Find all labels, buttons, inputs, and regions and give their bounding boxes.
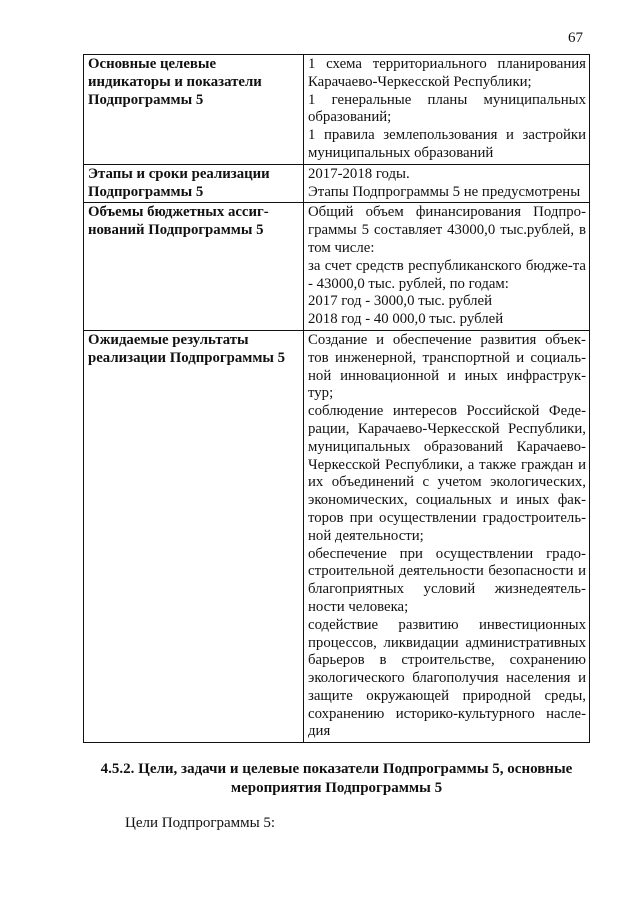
page-number: 67 bbox=[568, 30, 583, 46]
goals-label: Цели Подпрограммы 5: bbox=[125, 815, 276, 831]
value-line: 2017-2018 годы. bbox=[308, 165, 410, 182]
value-line: обеспечение при осуществлении градо-строительной деятельности безопасности и благоприятных условий жизнедеятель-ности человека; bbox=[308, 545, 586, 615]
row-value bbox=[304, 203, 590, 331]
table-row-budget bbox=[84, 203, 590, 331]
table-row-stages bbox=[84, 164, 590, 203]
row-value bbox=[304, 164, 590, 203]
section-heading: 4.5.2. Цели, задачи и целевые показатели Подпрограммы 5, основные мероприятия Подпрограммы 5 bbox=[100, 761, 573, 796]
row-label: Этапы и сроки реализации Подпрограммы 5 bbox=[84, 164, 304, 203]
row-label: Объемы бюджетных ассиг-нований Подпрограммы 5 bbox=[84, 203, 304, 331]
value-line: Этапы Подпрограммы 5 не предусмотрены bbox=[308, 183, 581, 200]
value-line: Общий объем финансирования Подпро-граммы 5 составляет 43000,0 тыс.рублей, в том числе: bbox=[308, 204, 586, 256]
value-line: 1 генеральные планы муниципальных образований; bbox=[308, 91, 586, 126]
value-line: 2017 год - 3000,0 тыс. рублей bbox=[308, 293, 493, 310]
row-value bbox=[304, 330, 590, 742]
value-line: 1 схема территориального планирования Карачаево-Черкесской Республики; bbox=[308, 56, 586, 90]
table-row-indicators bbox=[84, 55, 590, 165]
value-line: Создание и обеспечение развития объек-тов инженерной, транспортной и социаль-ной инновационной и иных инфраструк-тур; bbox=[308, 331, 586, 402]
value-line: за счет средств республиканского бюдже-та - 43000,0 тыс. рублей, по годам: bbox=[308, 257, 586, 292]
value-line: соблюдение интересов Российской Феде-рации, Карачаево-Черкесской Республики, муниципальных образований Карачаево-Черкесской Республики, а также граждан и их объединений с учетом экологических, экономических, социальных и иных фак-торов при осуществлении градостроитель-ной деятельности; bbox=[308, 403, 586, 544]
value-line: содействие развитию инвестиционных процессов, ликвидации административных барьеров в строительстве, сохранению экологического благополучия населения и защите окружающей природной среды, сохранению историко-культурного насле-дия bbox=[308, 616, 586, 740]
value-line: 2018 год - 40 000,0 тыс. рублей bbox=[308, 311, 504, 328]
row-label: Ожидаемые результаты реализации Подпрограммы 5 bbox=[84, 330, 304, 742]
table-row-expected-results bbox=[84, 330, 590, 742]
row-value bbox=[304, 55, 590, 165]
value-line: 1 правила землепользования и застройки муниципальных образований bbox=[308, 127, 586, 161]
row-label: Основные целевые индикаторы и показатели Подпрограммы 5 bbox=[84, 55, 304, 165]
subprogram-passport-table bbox=[83, 54, 590, 743]
